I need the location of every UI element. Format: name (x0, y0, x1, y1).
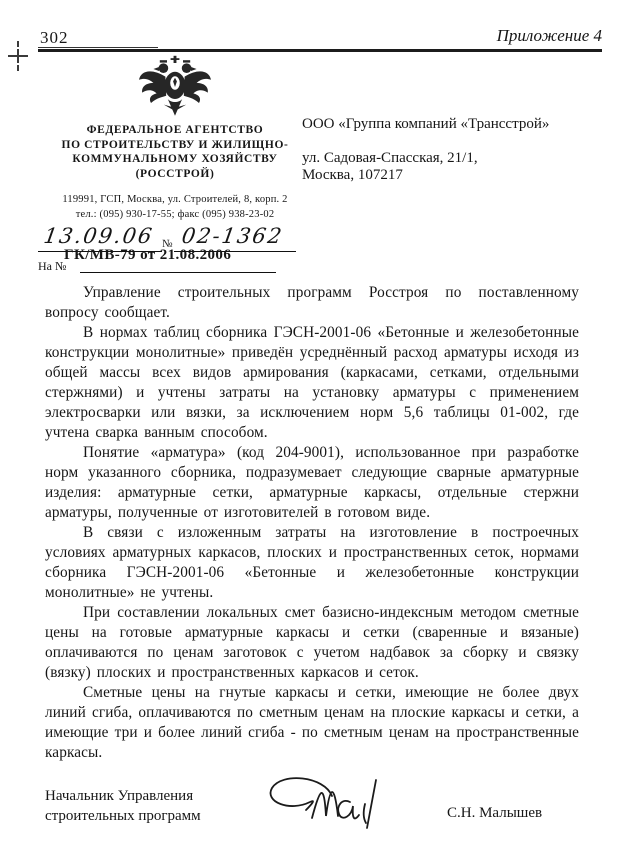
page-number: 302 (40, 28, 69, 47)
agency-name (30, 123, 320, 181)
addressee-street: ул. Садовая-Спасская, 21/1, (302, 150, 478, 166)
letterhead (30, 55, 320, 222)
agency-line: ФЕДЕРАЛЬНОЕ АГЕНТСТВО (86, 124, 264, 136)
registration-mark-icon (8, 55, 28, 57)
signer-position-line: Начальник Управления (45, 788, 194, 804)
number-sign: № (162, 238, 173, 250)
signature-icon (262, 770, 394, 842)
letter-body (45, 283, 579, 763)
agency-phone-line: тел.: (095) 930-17-55; факс (095) 938-23-02 (75, 209, 275, 220)
signer-name: С.Н. Малышев (447, 805, 543, 821)
signer-position (45, 786, 201, 826)
header-rule (38, 49, 602, 52)
handwritten-date: 13.09.06 (42, 224, 156, 248)
agency-address-line: 119991, ГСП, Москва, ул. Строителей, 8, корп. 2 (62, 194, 288, 205)
agency-line: ПО СТРОИТЕЛЬСТВУ И ЖИЛИЩНО- (61, 138, 289, 151)
signer-position-line: строительных программ (45, 808, 201, 824)
body-paragraph: В связи с изложенным затраты на изготовление в построечных условиях арматурных каркасов, плоских и пространственных сеток, нормами сборника ГЭСН-2001-06 «Бетонные и железобетонные конструкции монолитные» не учтены. (45, 524, 579, 601)
in-reply-underline (80, 272, 276, 273)
body-paragraph: В нормах таблиц сборника ГЭСН-2001-06 «Бетонные и железобетонные конструкции монолитные» приведён усреднённый расход арматуры исходя из общей массы всех видов армирования (каркасами, сетками, отдельными стержнями) и учтены затраты на установку арматуры с применением электросварки или вязки, за исключением норм 5,6 таблицы 01-002, где учтена сварка ванным способом. (45, 324, 579, 441)
handwritten-outgoing-number: 02-1362 (180, 224, 286, 248)
reference-line: ГК/МВ-79 от 21.08.2006 (64, 247, 232, 263)
appendix-label: Приложение 4 (496, 26, 602, 45)
body-paragraph: Управление строительных программ Росстроя по поставленному вопросу сообщает. (45, 284, 579, 321)
addressee-company: ООО «Группа компаний «Трансстрой» (302, 116, 550, 132)
body-paragraph: Понятие «арматура» (код 204-9001), использованное при разработке норм указанного сборника, подразумевает следующие сварные арматурные изделия: арматурные сетки, арматурные каркасы, отдельные стержни арматуры, полученные от изготовителей в готовом виде. (45, 444, 579, 521)
in-reply-label: На № (38, 259, 67, 273)
agency-address (30, 192, 320, 222)
addressee-city: Москва, 107217 (302, 167, 403, 183)
coat-of-arms-icon (132, 55, 218, 119)
agency-line: КОММУНАЛЬНОМУ ХОЗЯЙСТВУ (72, 153, 278, 165)
body-paragraph: При составлении локальных смет базисно-индексным методом сметные цены на готовые арматурные каркасы и сетки (сваренные и вязаные) оплачиваются по ценам заготовок с учетом надбавок за сборку и связку (вязку) плоских и пространственных каркасов и сеток. (45, 604, 579, 681)
agency-line: (РОССТРОЙ) (135, 167, 215, 180)
body-paragraph: Сметные цены на гнутые каркасы и сетки, имеющие не более двух линий сгиба, оплачиваются по сметным ценам на плоские каркасы и сетки, а имеющие три и более линий сгиба - по сметным ценам на пространственные каркасы. (45, 684, 579, 761)
